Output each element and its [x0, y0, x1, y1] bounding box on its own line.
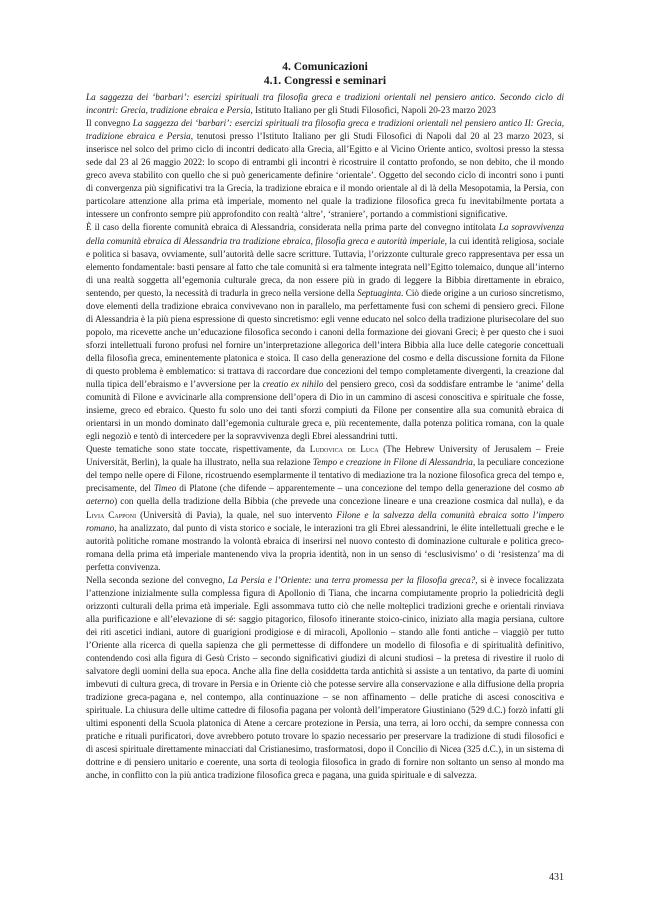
text-run: , ha analizzato, dal punto di vista storico e sociale, le interazioni tra gli Ebrei alessandrini, le élite intellettuali greche e le autorità politiche romane mostrando la volontà ebraica di inserirsi nel nuovo contesto di dominazione culturale e politica greco-romana della prima età imperiale mantenendo viva la propria identità, non in un senso di ‘esclusivismo’ o di ‘resistenza’ ma di perfetta convivenza. [86, 522, 564, 572]
speaker-name: Livia Capponi [86, 509, 137, 520]
text-run: , la cui identità religiosa, sociale e politica si basava, ovviamente, sull’autorità delle sacre scritture. Tuttavia, l’orizzonte culturale greco rappresentava per essa un elemento fondamentale: basti pensare al fatto che tale comunità si era talmente integrata nell’Egitto tolemaico, dunque all’interno di una realtà soggetta all’egemonia culturale greca, da non essere più in grado di leggere la Bibbia direttamente in ebraico, sentendo, per questo, la necessità di tradurla in greco nella versione della [86, 235, 564, 298]
text-run: (The Hebrew University of Jerusalem – Freie Universität, Berlin), la quale ha illustrato, nella sua relazione [86, 444, 564, 468]
italic-term: Timeo [153, 483, 177, 494]
italic-term: Septuaginta [357, 287, 402, 298]
italic-term: creatio ex nihilo [262, 379, 324, 390]
text-run: È il caso della fiorente comunità ebraica di Alessandria, considerata nella prima parte del convegno intitolata [86, 222, 499, 233]
italic-title: Filone e la salvezza della comunità ebraica sotto l’impero romano [86, 509, 564, 533]
entry-heading-meta: , Istituto Italiano per gli Studi Filosofici, Napoli 20-23 marzo 2023 [250, 105, 496, 116]
italic-term: ab aeterno [86, 483, 564, 507]
section-title: 4. Comunicazioni [282, 61, 368, 73]
paragraph-2 [86, 221, 564, 443]
entry-heading [86, 91, 564, 117]
italic-title: La saggezza dei ‘barbari’: esercizi spirituali tra filosofia greca e tradizioni orientali nel pensiero antico II: Grecia, tradizione ebraica e Persia [86, 118, 564, 142]
text-run: , la peculiare concezione del tempo nelle opere di Filone, ricostruendo esemplarmente il tentativo di mediazione tra la nozione filosofica greca del tempo e, precisamente, del [86, 457, 564, 494]
text-run: . Ciò diede origine a un curioso sincretismo, dove elementi della tradizione ebraica convivevano non in parallelo, ma perfettamente fusi con schemi di pensiero greci. Filone di Alessandria è la più piena espressione di questo sincretismo: egli venne educato nel solco della tradizione plurisecolare del suo popolo, ma ricevette anche un’educazione filosofica secondo i canoni della formazione dei giovani Greci; è per questo che i suoi sforzi intellettuali furono profusi nel fornire un’interpretazione allegorica dell’intera Bibbia alla luce delle categorie concettuali della filosofia greca, eminentemente platonica e stoica. Il caso della generazione del cosmo e della discussione fornita da Filone di questo problema è emblematico: si trattava di raccordare due concezioni del tempo completamente divergenti, la creazione dal nulla tipica dell’ebraismo e l’avversione per la [86, 287, 564, 390]
text-run: Il convegno [86, 118, 133, 129]
italic-title: Tempo e creazione in Filone di Alessandria [312, 457, 473, 468]
paragraph-4 [86, 574, 564, 783]
italic-title: La Persia e l’Oriente: una terra promessa per la filosofia greca? [227, 574, 476, 585]
text-run: del pensiero greco, così da soddisfare entrambe le ‘anime’ della comunità di Filone e avvicinarle alla comprensione dell’opera di Dio in un cammino di ascesi conoscitiva e spirituale che fosse, insieme, greco ed ebraico. Questo fu solo uno dei tanti sforzi compiuti da Filone per consentire alla sua comunità ebraica di orientarsi in un mondo dominato dall’egemonia culturale greca e, più recentemente, dalla potenza politica romana, con la quale egli negoziò e tentò di intercedere per la sopravvivenza degli Ebrei alessandrini tutti. [86, 379, 565, 442]
text-run: Queste tematiche sono state toccate, rispettivamente, da [86, 444, 310, 455]
section-subtitle: 4.1. Congressi e seminari [263, 75, 387, 87]
text-run: di Platone (che difende – apparentemente – una concezione del tempo della generazione del cosmo [176, 483, 555, 494]
italic-title: La sopravvivenza della comunità ebraica di Alessandria tra tradizione ebraica, filosofia greca e autorità imperiale [86, 222, 564, 246]
article-body [86, 91, 564, 782]
paragraph-3 [86, 443, 564, 573]
speaker-name: Ludovica de Luca [309, 444, 379, 455]
page-number: 431 [549, 872, 564, 883]
paragraph-1 [86, 117, 564, 221]
text-run: (Università di Pavia), la quale, nel suo intervento [136, 509, 337, 520]
text-run: Nella seconda sezione del convegno, [86, 574, 228, 585]
text-run: ) con quella della tradizione della Bibbia (che prevede una concezione lineare e una creazione cosmica dal nulla), e da [114, 496, 564, 507]
text-run: , si è invece focalizzata l’attenzione inizialmente sulla complessa figura di Apollonio di Tiana, che incarna compiutamente proprio la poliedricità degli orizzonti culturali della prima età imperiale. Egli assommava tutto ciò che nelle molteplici tradizioni greche e orientali rinviava alla purificazione e all’elevazione di sé: saggio pitagorico, filosofo itinerante stoico-cinico, iniziato alla magia persiana, cultore dei riti ascetici indiani, autore di guarigioni prodigiose e di miracoli, Apollonio – stando alle fonti antiche – viaggiò per tutto l’Oriente alla ricerca di quella sapienza che gli permettesse di diffondere un modello di filosofia e di spiritualità definitivo, contendendo così alla figura di Gesù Cristo – secondo significativi giudizi di alcuni studiosi – la pretesa di rivestire il ruolo di salvatore degli uomini della sua epoca. Anche alla fine della cosiddetta tarda antichità si assiste a un tentativo, da parte di uomini imbevuti di cultura greca, di trovare in Persia e in Oriente ciò che potesse servire alla conservazione e alla diffusione della propria tradizione greca-pagana e, nel contempo, alla continuazione – se non affinamento – delle pratiche di ascesi conoscitiva e spirituale. La chiusura delle ultime cattedre di filosofia pagana per volontà dell’imperatore Giustiniano (529 d.C.) forzò infatti gli ultimi esponenti della Scuola platonica di Atene a cercare protezione in Persia, una terra, ai loro occhi, da sempre connessa con pratiche e rituali purificatori, dove avrebbero potuto trovare lo spazio necessario per preservare la tradizione di studi filosofici e di ascesi spirituale direttamente minacciati dal Cristianesimo, trasformatosi, dopo il Concilio di Nicea (325 d.C.), in un sistema di dottrine e di pensiero unitario e coerente, una sorta di teologia filosofica in grado di fornire non soltanto un senso al mondo ma anche, in conflitto con la più antica tradizione filosofica greca e pagana, una guida spirituale e di salvezza. [86, 574, 564, 781]
entry-heading-title: La saggezza dei ‘barbari’: esercizi spirituali tra filosofia greca e tradizioni orientali nel pensiero antico. Secondo ciclo di incontri: Grecia, tradizione ebraica e Persia [86, 92, 564, 116]
text-run: , tenutosi presso l’Istituto Italiano per gli Studi Filosofici di Napoli dal 20 al 23 marzo 2023, si inserisce nel solco del primo ciclo di incontri dedicato alla Grecia, all’Egitto e al Vicino Oriente antico, svoltosi presso la stessa sede dal 23 al 26 maggio 2022: lo scopo di entrambi gli incontri è ricostruire il contatto profondo, se non debito, che il mondo greco aveva stabilito con quello che si può genericamente definire ‘orientale’. Oggetto del secondo ciclo di incontri sono i punti di convergenza più significativi tra la Grecia, la tradizione ebraica e il mondo orientale al di là della Mesopotamia, la Persia, con particolare attenzione alla prima età imperiale, momento nel quale la tradizione filosofica greca fu inevitabilmente portata a intessere un confronto sempre più approfondito con realtà ‘altre’, ‘straniere’, portando a commistioni significative. [86, 131, 564, 220]
page-content [86, 60, 564, 782]
